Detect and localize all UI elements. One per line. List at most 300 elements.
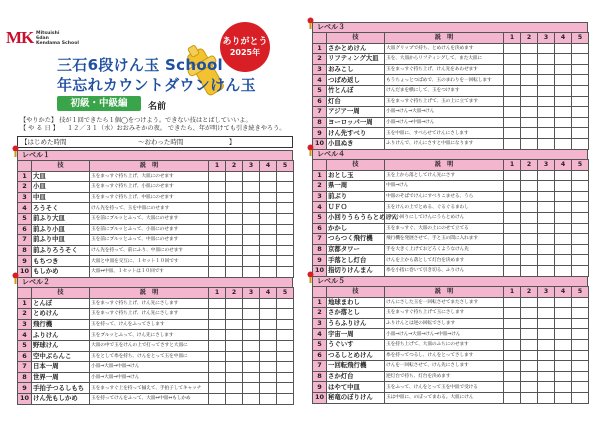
instructions-how: 【やりかた】 技が１回できたら１個◯をつけよう。できない技はとばしていいよ。: [20, 117, 252, 124]
attempt-checkbox-1[interactable]: [504, 75, 521, 86]
attempt-checkbox-3[interactable]: [538, 212, 555, 223]
attempt-checkbox-4[interactable]: [555, 64, 572, 75]
attempt-checkbox-2[interactable]: [521, 223, 538, 234]
attempt-checkbox-5[interactable]: [572, 96, 589, 107]
table-header-row: [18, 161, 294, 172]
attempt-checkbox-3[interactable]: [538, 234, 555, 245]
trick-description: けんだまを横にして、玉をつけます: [385, 85, 504, 96]
attempt-checkbox-3[interactable]: [538, 392, 555, 403]
table-row: [313, 308, 589, 319]
attempt-checkbox-2[interactable]: [521, 202, 538, 213]
attempt-checkbox-4[interactable]: [555, 170, 572, 181]
attempt-checkbox-1[interactable]: [504, 138, 521, 149]
attempt-checkbox-1[interactable]: [209, 309, 226, 320]
table-row: [313, 202, 589, 213]
attempt-checkbox-1[interactable]: [209, 256, 226, 267]
attempt-checkbox-1[interactable]: [209, 362, 226, 373]
attempt-checkbox-4[interactable]: [555, 212, 572, 223]
attempt-checkbox-3[interactable]: [243, 171, 260, 182]
attempt-checkbox-1[interactable]: [504, 318, 521, 329]
attempt-checkbox-3[interactable]: [538, 223, 555, 234]
attempt-checkbox-2[interactable]: [226, 330, 243, 341]
attempt-checkbox-2[interactable]: [226, 298, 243, 309]
attempt-checkbox-5[interactable]: [572, 392, 589, 403]
attempt-checkbox-3[interactable]: [538, 54, 555, 65]
attempt-checkbox-4[interactable]: [260, 351, 277, 362]
attempt-checkbox-4[interactable]: [555, 138, 572, 149]
attempt-checkbox-3[interactable]: [243, 182, 260, 193]
attempt-checkbox-3[interactable]: [538, 255, 555, 266]
trick-name: さか灯台: [327, 371, 385, 382]
attempt-checkbox-3[interactable]: [538, 329, 555, 340]
attempt-header-1: 1: [504, 287, 521, 298]
attempt-checkbox-3[interactable]: [538, 244, 555, 255]
attempt-checkbox-1[interactable]: [209, 213, 226, 224]
attempt-checkbox-4[interactable]: [260, 309, 277, 320]
attempt-checkbox-2[interactable]: [226, 224, 243, 235]
table-row: [313, 128, 589, 139]
attempt-checkbox-3[interactable]: [538, 75, 555, 86]
trick-description: 玉をまっすぐ持ち上げ、けん先にさします: [90, 298, 209, 309]
row-number: 5: [18, 340, 32, 351]
attempt-checkbox-2[interactable]: [521, 54, 538, 65]
attempt-checkbox-3[interactable]: [538, 265, 555, 276]
attempt-checkbox-4[interactable]: [555, 329, 572, 340]
table-row: [18, 393, 294, 404]
attempt-checkbox-1[interactable]: [209, 393, 226, 404]
row-number: 9: [18, 256, 32, 267]
attempt-checkbox-2[interactable]: [226, 256, 243, 267]
attempt-checkbox-4[interactable]: [260, 319, 277, 330]
attempt-checkbox-4[interactable]: [555, 43, 572, 54]
trick-description: 玉を持ち上げて、大皿のふちにのせます: [385, 339, 504, 350]
row-number: 2: [18, 309, 32, 320]
attempt-checkbox-1[interactable]: [209, 383, 226, 394]
attempt-checkbox-2[interactable]: [226, 245, 243, 256]
attempt-checkbox-3[interactable]: [243, 372, 260, 383]
attempt-checkbox-3[interactable]: [243, 192, 260, 203]
trick-name: ふりけん: [32, 330, 90, 341]
attempt-checkbox-1[interactable]: [209, 182, 226, 193]
trick-description: けん先を持って、玉を中皿にのせます: [90, 203, 209, 214]
attempt-checkbox-2[interactable]: [521, 371, 538, 382]
attempt-checkbox-2[interactable]: [521, 265, 538, 276]
attempt-checkbox-1[interactable]: [209, 224, 226, 235]
attempt-checkbox-4[interactable]: [555, 85, 572, 96]
attempt-checkbox-4[interactable]: [555, 265, 572, 276]
attempt-checkbox-5[interactable]: [277, 203, 294, 214]
attempt-checkbox-4[interactable]: [260, 245, 277, 256]
attempt-checkbox-3[interactable]: [243, 245, 260, 256]
attempt-checkbox-3[interactable]: [243, 319, 260, 330]
attempt-checkbox-2[interactable]: [226, 192, 243, 203]
attempt-checkbox-1[interactable]: [504, 54, 521, 65]
attempt-header-5: 5: [572, 33, 589, 44]
attempt-checkbox-2[interactable]: [521, 138, 538, 149]
attempt-checkbox-2[interactable]: [521, 181, 538, 192]
attempt-checkbox-5[interactable]: [277, 256, 294, 267]
table-row: [18, 224, 294, 235]
attempt-checkbox-1[interactable]: [504, 382, 521, 393]
trick-description: 玉をけんの上でとめる、ぐるぐるまわし: [385, 202, 504, 213]
attempt-checkbox-4[interactable]: [555, 361, 572, 372]
attempt-checkbox-4[interactable]: [555, 392, 572, 403]
attempt-checkbox-3[interactable]: [243, 203, 260, 214]
attempt-checkbox-2[interactable]: [226, 372, 243, 383]
school-logo: [6, 28, 116, 50]
tech-header: 技: [327, 33, 385, 44]
attempt-checkbox-4[interactable]: [555, 181, 572, 192]
attempt-checkbox-3[interactable]: [538, 107, 555, 118]
row-number: 10: [18, 393, 32, 404]
attempt-checkbox-3[interactable]: [538, 128, 555, 139]
attempt-checkbox-2[interactable]: [521, 75, 538, 86]
attempt-checkbox-3[interactable]: [538, 350, 555, 361]
attempt-checkbox-1[interactable]: [504, 255, 521, 266]
attempt-checkbox-5[interactable]: [572, 223, 589, 234]
attempt-checkbox-3[interactable]: [243, 393, 260, 404]
attempt-checkbox-1[interactable]: [209, 192, 226, 203]
attempt-checkbox-4[interactable]: [260, 383, 277, 394]
attempt-checkbox-5[interactable]: [572, 191, 589, 202]
attempt-checkbox-4[interactable]: [260, 298, 277, 309]
attempt-checkbox-1[interactable]: [209, 245, 226, 256]
attempt-checkbox-5[interactable]: [572, 339, 589, 350]
attempt-checkbox-2[interactable]: [521, 308, 538, 319]
attempt-checkbox-5[interactable]: [277, 266, 294, 277]
attempt-checkbox-1[interactable]: [504, 361, 521, 372]
attempt-checkbox-5[interactable]: [572, 107, 589, 118]
attempt-checkbox-4[interactable]: [260, 266, 277, 277]
row-number: 2: [313, 181, 327, 192]
attempt-checkbox-2[interactable]: [521, 212, 538, 223]
row-number: 2: [18, 182, 32, 193]
attempt-checkbox-4[interactable]: [260, 372, 277, 383]
attempt-checkbox-1[interactable]: [504, 265, 521, 276]
attempt-checkbox-2[interactable]: [521, 361, 538, 372]
attempt-checkbox-5[interactable]: [572, 202, 589, 213]
attempt-checkbox-5[interactable]: [572, 181, 589, 192]
attempt-checkbox-4[interactable]: [555, 371, 572, 382]
attempt-checkbox-1[interactable]: [504, 212, 521, 223]
attempt-checkbox-3[interactable]: [538, 85, 555, 96]
attempt-checkbox-2[interactable]: [226, 235, 243, 246]
table-row: [313, 181, 589, 192]
attempt-checkbox-4[interactable]: [555, 244, 572, 255]
attempt-checkbox-4[interactable]: [260, 171, 277, 182]
attempt-checkbox-1[interactable]: [504, 392, 521, 403]
attempt-checkbox-1[interactable]: [209, 171, 226, 182]
attempt-checkbox-4[interactable]: [555, 117, 572, 128]
attempt-checkbox-4[interactable]: [555, 297, 572, 308]
attempt-checkbox-1[interactable]: [209, 266, 226, 277]
row-number: 9: [313, 255, 327, 266]
attempt-checkbox-2[interactable]: [521, 117, 538, 128]
row-number: 10: [313, 265, 327, 276]
attempt-checkbox-3[interactable]: [243, 256, 260, 267]
attempt-checkbox-5[interactable]: [277, 362, 294, 373]
attempt-checkbox-5[interactable]: [572, 117, 589, 128]
attempt-checkbox-4[interactable]: [260, 192, 277, 203]
trick-name: 前ふりろうそく: [32, 245, 90, 256]
attempt-checkbox-5[interactable]: [572, 350, 589, 361]
attempt-checkbox-2[interactable]: [226, 266, 243, 277]
attempt-checkbox-5[interactable]: [572, 255, 589, 266]
attempt-checkbox-5[interactable]: [572, 308, 589, 319]
attempt-checkbox-2[interactable]: [521, 170, 538, 181]
attempt-checkbox-4[interactable]: [555, 128, 572, 139]
attempt-checkbox-5[interactable]: [277, 393, 294, 404]
attempt-checkbox-3[interactable]: [538, 361, 555, 372]
attempt-checkbox-1[interactable]: [504, 64, 521, 75]
attempt-checkbox-4[interactable]: [260, 224, 277, 235]
table-row: [313, 329, 589, 340]
attempt-checkbox-2[interactable]: [521, 96, 538, 107]
trick-name: 地球まわし: [327, 297, 385, 308]
badge-text: ありがとう: [222, 37, 268, 47]
attempt-checkbox-5[interactable]: [572, 64, 589, 75]
attempt-checkbox-2[interactable]: [226, 203, 243, 214]
attempt-checkbox-1[interactable]: [209, 330, 226, 341]
attempt-checkbox-3[interactable]: [538, 339, 555, 350]
attempt-checkbox-4[interactable]: [555, 318, 572, 329]
attempt-checkbox-1[interactable]: [504, 350, 521, 361]
attempt-checkbox-1[interactable]: [504, 223, 521, 234]
level-5-header: [312, 276, 588, 286]
attempt-checkbox-5[interactable]: [277, 245, 294, 256]
attempt-checkbox-4[interactable]: [260, 203, 277, 214]
attempt-checkbox-1[interactable]: [209, 319, 226, 330]
attempt-checkbox-5[interactable]: [572, 265, 589, 276]
attempt-checkbox-2[interactable]: [521, 382, 538, 393]
attempt-checkbox-4[interactable]: [260, 362, 277, 373]
attempt-checkbox-1[interactable]: [504, 191, 521, 202]
attempt-checkbox-2[interactable]: [521, 350, 538, 361]
attempt-checkbox-4[interactable]: [555, 350, 572, 361]
attempt-checkbox-1[interactable]: [504, 107, 521, 118]
attempt-checkbox-3[interactable]: [538, 191, 555, 202]
attempt-checkbox-2[interactable]: [521, 85, 538, 96]
attempt-checkbox-1[interactable]: [504, 371, 521, 382]
attempt-checkbox-2[interactable]: [521, 329, 538, 340]
trick-description: 玉をまっすぐ持ち上げ、中皿にのせます: [90, 192, 209, 203]
attempt-checkbox-3[interactable]: [243, 330, 260, 341]
attempt-checkbox-2[interactable]: [226, 351, 243, 362]
attempt-checkbox-2[interactable]: [521, 339, 538, 350]
attempt-checkbox-5[interactable]: [277, 171, 294, 182]
attempt-checkbox-5[interactable]: [277, 383, 294, 394]
trick-description: 玉をまっすぐ持ち上げ、けん先にさします: [90, 309, 209, 320]
attempt-checkbox-1[interactable]: [504, 117, 521, 128]
trick-name: 小皿ぬき: [327, 138, 385, 149]
attempt-checkbox-2[interactable]: [521, 255, 538, 266]
attempt-checkbox-5[interactable]: [277, 340, 294, 351]
attempt-checkbox-4[interactable]: [555, 223, 572, 234]
attempt-checkbox-5[interactable]: [572, 297, 589, 308]
row-number: 8: [18, 245, 32, 256]
attempt-checkbox-3[interactable]: [243, 362, 260, 373]
attempt-checkbox-2[interactable]: [521, 128, 538, 139]
attempt-checkbox-1[interactable]: [504, 297, 521, 308]
attempt-checkbox-1[interactable]: [504, 329, 521, 340]
trick-name: 野球けん: [32, 340, 90, 351]
attempt-checkbox-5[interactable]: [277, 330, 294, 341]
attempt-checkbox-5[interactable]: [277, 213, 294, 224]
attempt-checkbox-1[interactable]: [504, 170, 521, 181]
attempt-checkbox-2[interactable]: [521, 297, 538, 308]
attempt-checkbox-3[interactable]: [243, 298, 260, 309]
attempt-checkbox-4[interactable]: [555, 202, 572, 213]
attempt-checkbox-2[interactable]: [226, 362, 243, 373]
attempt-checkbox-4[interactable]: [260, 235, 277, 246]
table-row: [313, 138, 589, 149]
attempt-checkbox-5[interactable]: [572, 43, 589, 54]
attempt-checkbox-2[interactable]: [226, 319, 243, 330]
attempt-checkbox-5[interactable]: [572, 212, 589, 223]
attempt-checkbox-5[interactable]: [277, 298, 294, 309]
attempt-checkbox-1[interactable]: [209, 203, 226, 214]
attempt-checkbox-1[interactable]: [504, 181, 521, 192]
attempt-checkbox-4[interactable]: [555, 75, 572, 86]
attempt-checkbox-3[interactable]: [538, 318, 555, 329]
attempt-checkbox-4[interactable]: [260, 393, 277, 404]
trick-name: つばめ返し: [327, 75, 385, 86]
level-marker-icon: [306, 144, 315, 156]
attempt-checkbox-3[interactable]: [243, 235, 260, 246]
attempt-checkbox-2[interactable]: [521, 318, 538, 329]
attempt-checkbox-1[interactable]: [209, 235, 226, 246]
table-row: [18, 309, 294, 320]
attempt-checkbox-4[interactable]: [555, 191, 572, 202]
attempt-checkbox-4[interactable]: [260, 213, 277, 224]
attempt-checkbox-3[interactable]: [538, 138, 555, 149]
attempt-checkbox-4[interactable]: [260, 330, 277, 341]
attempt-checkbox-4[interactable]: [555, 255, 572, 266]
attempt-checkbox-2[interactable]: [226, 340, 243, 351]
desc-header: 説 明: [385, 160, 504, 171]
attempt-checkbox-1[interactable]: [504, 85, 521, 96]
attempt-checkbox-5[interactable]: [572, 329, 589, 340]
attempt-checkbox-1[interactable]: [504, 234, 521, 245]
attempt-checkbox-4[interactable]: [555, 107, 572, 118]
attempt-checkbox-3[interactable]: [243, 340, 260, 351]
attempt-checkbox-2[interactable]: [521, 43, 538, 54]
attempt-checkbox-1[interactable]: [209, 298, 226, 309]
attempt-checkbox-2[interactable]: [226, 383, 243, 394]
attempt-checkbox-5[interactable]: [277, 192, 294, 203]
attempt-checkbox-2[interactable]: [226, 309, 243, 320]
attempt-checkbox-4[interactable]: [555, 308, 572, 319]
attempt-checkbox-4[interactable]: [260, 256, 277, 267]
attempt-checkbox-3[interactable]: [243, 383, 260, 394]
attempt-checkbox-3[interactable]: [538, 202, 555, 213]
attempt-checkbox-2[interactable]: [226, 213, 243, 224]
attempt-checkbox-3[interactable]: [243, 213, 260, 224]
attempt-checkbox-3[interactable]: [538, 297, 555, 308]
row-number: 5: [313, 339, 327, 350]
attempt-checkbox-1[interactable]: [504, 96, 521, 107]
attempt-checkbox-4[interactable]: [555, 339, 572, 350]
attempt-checkbox-1[interactable]: [209, 372, 226, 383]
table-row: [18, 372, 294, 383]
attempt-checkbox-5[interactable]: [572, 234, 589, 245]
attempt-checkbox-4[interactable]: [260, 182, 277, 193]
attempt-checkbox-1[interactable]: [504, 43, 521, 54]
attempt-checkbox-5[interactable]: [277, 372, 294, 383]
attempt-checkbox-2[interactable]: [226, 393, 243, 404]
trick-name: リフティング大皿: [327, 54, 385, 65]
row-number: 6: [313, 350, 327, 361]
attempt-checkbox-3[interactable]: [538, 308, 555, 319]
attempt-checkbox-2[interactable]: [521, 107, 538, 118]
attempt-checkbox-1[interactable]: [504, 202, 521, 213]
attempt-checkbox-5[interactable]: [572, 75, 589, 86]
attempt-checkbox-1[interactable]: [209, 340, 226, 351]
attempt-checkbox-5[interactable]: [572, 138, 589, 149]
attempt-checkbox-5[interactable]: [572, 318, 589, 329]
attempt-checkbox-3[interactable]: [538, 382, 555, 393]
attempt-checkbox-5[interactable]: [572, 54, 589, 65]
attempt-checkbox-3[interactable]: [538, 96, 555, 107]
attempt-checkbox-4[interactable]: [555, 382, 572, 393]
attempt-checkbox-4[interactable]: [260, 340, 277, 351]
attempt-checkbox-3[interactable]: [243, 351, 260, 362]
level-4-table: [312, 159, 589, 277]
attempt-checkbox-2[interactable]: [226, 171, 243, 182]
attempt-checkbox-5[interactable]: [277, 182, 294, 193]
attempt-checkbox-1[interactable]: [209, 351, 226, 362]
attempt-checkbox-2[interactable]: [226, 182, 243, 193]
attempt-checkbox-3[interactable]: [243, 266, 260, 277]
attempt-checkbox-2[interactable]: [521, 191, 538, 202]
attempt-checkbox-5[interactable]: [572, 361, 589, 372]
attempt-checkbox-1[interactable]: [504, 128, 521, 139]
attempt-checkbox-5[interactable]: [572, 170, 589, 181]
attempt-checkbox-2[interactable]: [521, 244, 538, 255]
attempt-checkbox-2[interactable]: [521, 234, 538, 245]
attempt-checkbox-5[interactable]: [572, 371, 589, 382]
attempt-checkbox-5[interactable]: [572, 128, 589, 139]
attempt-checkbox-3[interactable]: [538, 117, 555, 128]
attempt-checkbox-5[interactable]: [277, 309, 294, 320]
attempt-checkbox-3[interactable]: [243, 309, 260, 320]
attempt-checkbox-3[interactable]: [538, 371, 555, 382]
attempt-checkbox-4[interactable]: [555, 96, 572, 107]
attempt-checkbox-5[interactable]: [572, 382, 589, 393]
attempt-checkbox-5[interactable]: [277, 224, 294, 235]
attempt-header-2: 2: [521, 33, 538, 44]
attempt-checkbox-3[interactable]: [538, 43, 555, 54]
row-number: 1: [18, 298, 32, 309]
attempt-checkbox-5[interactable]: [572, 244, 589, 255]
attempt-checkbox-3[interactable]: [538, 181, 555, 192]
attempt-checkbox-2[interactable]: [521, 392, 538, 403]
attempt-checkbox-1[interactable]: [504, 244, 521, 255]
attempt-checkbox-1[interactable]: [504, 308, 521, 319]
time-record-box[interactable]: [17, 136, 293, 148]
attempt-checkbox-2[interactable]: [521, 64, 538, 75]
attempt-checkbox-4[interactable]: [555, 234, 572, 245]
attempt-checkbox-3[interactable]: [538, 170, 555, 181]
attempt-checkbox-5[interactable]: [277, 351, 294, 362]
attempt-checkbox-1[interactable]: [504, 339, 521, 350]
attempt-checkbox-3[interactable]: [538, 64, 555, 75]
attempt-checkbox-5[interactable]: [277, 319, 294, 330]
attempt-checkbox-5[interactable]: [277, 235, 294, 246]
attempt-checkbox-4[interactable]: [555, 54, 572, 65]
attempt-checkbox-5[interactable]: [572, 85, 589, 96]
attempt-checkbox-3[interactable]: [243, 224, 260, 235]
